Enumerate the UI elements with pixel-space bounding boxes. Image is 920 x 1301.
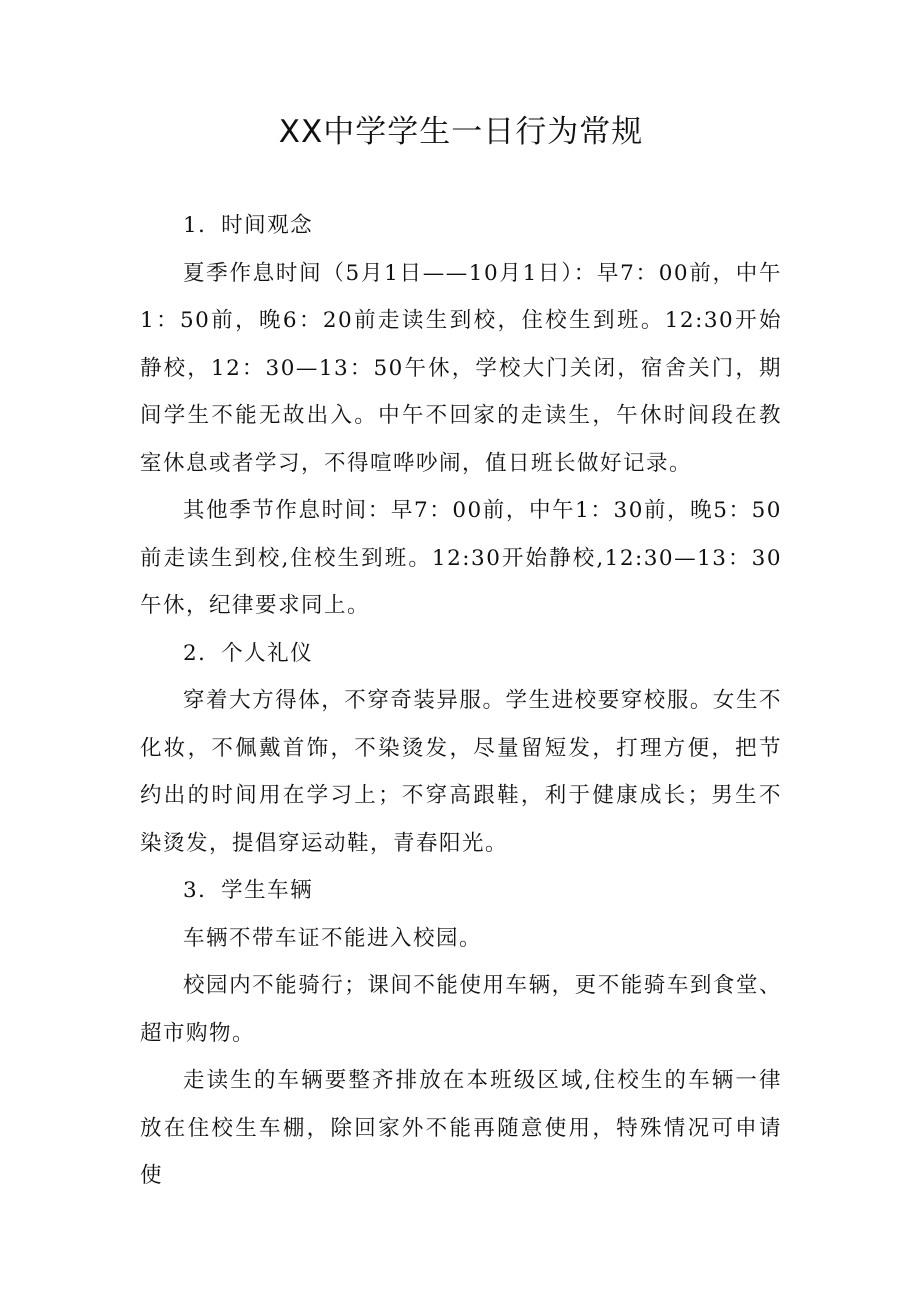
paragraph-dress-code: 穿着大方得体，不穿奇装异服。学生进校要穿校服。女生不化妆，不佩戴首饰，不染烫发，尽量留短发，打理方便，把节约出的时间用在学习上；不穿高跟鞋，利于健康成长；男生不染烫发，提倡穿运动鞋，青春阳光。	[140, 688, 782, 856]
section-heading-etiquette: 2．个人礼仪	[183, 640, 314, 666]
document-body	[140, 202, 782, 1200]
paragraph-vehicle-riding: 校园内不能骑行；课间不能使用车辆，更不能骑车到食堂、超市购物。	[140, 973, 782, 1046]
section-heading-time: 1．时间观念	[183, 213, 314, 238]
paragraph-vehicle-permit: 车辆不带车证不能进入校园。	[183, 925, 483, 951]
paragraph-vehicle-parking: 走读生的车辆要整齐排放在本班级区域,住校生的车辆一律放在住校生车棚，除回家外不能再随意使用，特殊情况可申请使	[140, 1068, 782, 1188]
section-heading-vehicles: 3．学生车辆	[183, 878, 314, 903]
document-title: XX中学学生一日行为常规	[278, 114, 644, 150]
paragraph-other-schedule: 其他季节作息时间：早7：00前，中午1：30前，晚5：50前走读生到校,住校生到班。12:30开始静校,12:30—13：30午休，纪律要求同上。	[140, 498, 782, 618]
paragraph-summer-schedule: 夏季作息时间（5月1日——10月1日）：早7：00前，中午1：50前，晚6：20前走读生到校，住校生到班。12:30开始静校，12：30—13：50午休，学校大门关闭，宿舍关门，期间学生不能无故出入。中午不回家的走读生，午休时间段在教室休息或者学习，不得喧哗吵闹，值日班长做好记录。	[140, 260, 782, 476]
